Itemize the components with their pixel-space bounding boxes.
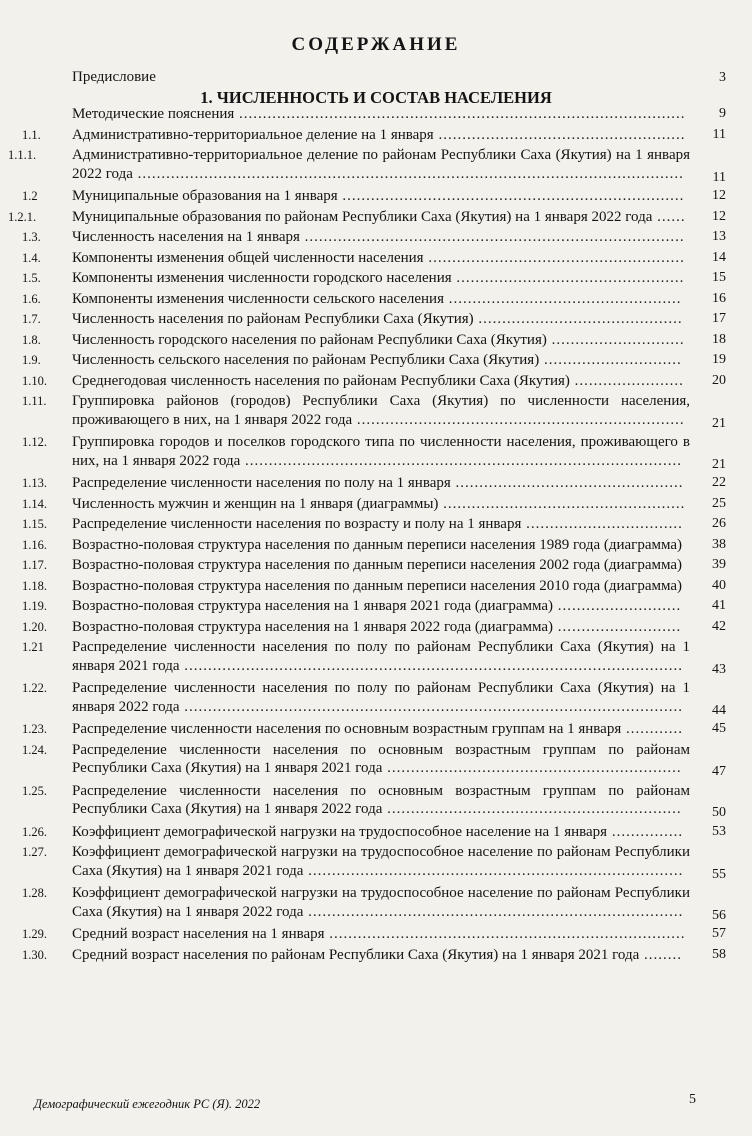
toc-entry-page: 21: [712, 456, 726, 472]
toc-leader-dots: ...............................................................................: [303, 903, 684, 920]
toc-leader-dots: ...........................................: [473, 311, 683, 327]
toc-entry-title: Среднегодовая численность населения по районам Республики Саха (Якутия): [72, 372, 570, 389]
toc-entry-page: 39: [712, 557, 726, 572]
toc-entry-number: 1.7.: [22, 312, 41, 326]
toc-entry-title: Муниципальные образования по районам Республики Саха (Якутия) на 1 января 2022 года: [72, 208, 653, 225]
toc-entry-title: Распределение численности населения по полу на 1 января: [72, 475, 451, 491]
footer-publication: Демографический ежегодник РС (Я). 2022: [34, 1097, 261, 1111]
toc-entry-number: 1.16.: [22, 537, 47, 552]
toc-entry-number: 1.27.: [22, 845, 47, 859]
toc-leader-dots: ..............................................................: [382, 760, 682, 776]
toc-entry-page: 57: [712, 926, 726, 941]
toc-entry-title: Распределение численности населения по основным возрастным группам по районам Республики Саха (Якутия) на 1 января 2021 года: [72, 741, 690, 776]
toc-entry-number: 1.9.: [22, 353, 41, 367]
toc-leader-dots: ......................................................: [423, 249, 685, 266]
toc-entry-title: Административно-территориальное деление на 1 января: [72, 126, 434, 143]
toc-leader-dots: ....................................................: [433, 126, 686, 143]
toc-entry-title: Коэффициент демографической нагрузки на трудоспособное население по районам Республики Саха (Якутия) на 1 января 2022 года: [72, 885, 690, 920]
toc-entry-number: 1.18.: [22, 578, 47, 593]
toc-entry-page: 20: [712, 372, 726, 388]
toc-entry-page: 9: [719, 106, 726, 121]
toc-preface: [72, 68, 726, 87]
toc-entry-title: Численность городского населения по районам Республики Саха (Якутия): [72, 331, 547, 348]
toc-entry: [0, 925, 752, 944]
toc-entry: [0, 679, 752, 716]
toc-entry-page: 38: [712, 536, 726, 552]
toc-entry-number: 1.24.: [22, 742, 47, 757]
toc-entry-title: Распределение численности населения по основным возрастным группам на 1 января: [72, 721, 622, 737]
toc-entry-number: 1.29.: [22, 927, 47, 941]
toc-leader-dots: ...............: [607, 823, 684, 840]
toc-leader-dots: .....................................................................: [352, 411, 685, 428]
toc-entry: [0, 843, 752, 880]
toc-entry-title: Численность мужчин и женщин на 1 января (диаграммы): [72, 495, 439, 512]
toc-entry-page: 41: [712, 598, 726, 613]
toc-entry-page: 43: [712, 661, 726, 677]
toc-entry-page: 50: [712, 805, 726, 820]
toc-entry: [0, 536, 752, 555]
toc-entry: [0, 290, 752, 309]
toc-entry: [0, 351, 752, 370]
toc-entry-title: Возрастно-половая структура населения по данным переписи населения 1989 года (диаграмма): [72, 536, 683, 553]
toc-leader-dots: ...................................................: [438, 495, 686, 512]
toc-leader-dots: .........................................................................................................: [179, 698, 684, 715]
toc-entry-page: 53: [712, 823, 726, 839]
toc-leader-dots: ................................................: [450, 475, 684, 491]
toc-entry: [0, 269, 752, 288]
toc-entry-title: Методические пояснения: [72, 106, 235, 122]
toc-leader-dots: ..........................: [553, 618, 682, 635]
toc-leader-dots: ................................................: [451, 270, 685, 286]
toc-entry-number: 1.10.: [22, 373, 47, 388]
toc-entry-page: 45: [712, 721, 726, 736]
toc-entry: [0, 782, 752, 819]
toc-entry-page: 11: [712, 126, 726, 142]
toc-entry: [0, 474, 752, 493]
toc-entry: [0, 105, 752, 124]
toc-leader-dots: .............................: [539, 352, 682, 368]
toc-entry-number: 1.2: [22, 189, 38, 203]
toc-entry-page: 12: [712, 208, 726, 224]
toc-entry: [0, 146, 752, 183]
toc-leader-dots: ............: [621, 721, 683, 737]
toc-entry-page: 55: [712, 866, 726, 882]
toc-entry: [0, 618, 752, 637]
toc-leader-dots: ...................................................................................................................: [132, 165, 684, 182]
toc-entry-number: 1.1.: [22, 127, 41, 142]
toc-entry-title: Компоненты изменения общей численности населения: [72, 249, 424, 266]
toc-entry-title: Численность населения на 1 января: [72, 229, 300, 245]
toc-entry: [0, 577, 752, 596]
toc-entry-number: 1.28.: [22, 886, 47, 900]
toc-list: [0, 105, 752, 966]
toc-entry-number: 1.6.: [22, 291, 41, 306]
toc-entry-page: 12: [712, 188, 726, 203]
toc-leader-dots: ..............................................................................................: [234, 106, 686, 122]
toc-entry: [0, 597, 752, 616]
toc-entry-page: 40: [712, 577, 726, 593]
toc-entry-title: Группировка городов и поселков городского типа по численности населения, проживающего в них, на 1 января 2022 года: [72, 434, 690, 469]
toc-entry: [0, 187, 752, 206]
toc-entry-number: 1.4.: [22, 250, 41, 265]
toc-entry-page: 17: [712, 311, 726, 326]
toc-entry-title: Численность сельского населения по районам Республики Саха (Якутия): [72, 352, 540, 368]
toc-leader-dots: ............................................................................................: [240, 452, 682, 469]
toc-entry-page: 18: [712, 331, 726, 347]
toc-entry: [0, 946, 752, 965]
toc-entry: [0, 392, 752, 429]
toc-leader-dots: ................................................................................: [299, 229, 685, 245]
toc-entry: [0, 884, 752, 921]
toc-entry-number: 1.22.: [22, 681, 47, 695]
toc-entry-title: Возрастно-половая структура населения на 1 января 2021 года (диаграмма): [72, 598, 554, 614]
toc-entry-title: Распределение численности населения по основным возрастным группам по районам Республики Саха (Якутия) на 1 января 2022 года: [72, 782, 690, 817]
toc-entry-number: 1.17.: [22, 558, 47, 572]
toc-entry-number: 1.20.: [22, 619, 47, 634]
toc-entry: [0, 823, 752, 842]
toc-leader-dots: .........................................................................................................: [179, 657, 684, 674]
toc-entry-title: Коэффициент демографической нагрузки на трудоспособное население на 1 января: [72, 823, 608, 840]
page-title: СОДЕРЖАНИЕ: [291, 34, 461, 55]
preface-page: 3: [719, 70, 726, 85]
toc-entry-number: 1.26.: [22, 824, 47, 839]
toc-leader-dots: ...............................................................................: [303, 862, 684, 879]
toc-entry-number: 1.3.: [22, 230, 41, 244]
toc-entry: [0, 720, 752, 739]
toc-entry: [0, 433, 752, 470]
toc-leader-dots: ......: [652, 208, 686, 225]
toc-entry-page: 19: [712, 352, 726, 367]
toc-entry: [0, 495, 752, 514]
toc-leader-dots: ........................................................................: [337, 188, 685, 204]
toc-entry-page: 21: [712, 415, 726, 431]
toc-entry-title: Распределение численности населения по полу по районам Республики Саха (Якутия) на 1 января 2021 года: [72, 639, 690, 674]
page-number: 5: [689, 1092, 696, 1107]
toc-entry-number: 1.12.: [22, 435, 47, 449]
toc-entry: [0, 208, 752, 227]
toc-leader-dots: ..........................: [553, 598, 682, 614]
toc-leader-dots: .................................................: [443, 290, 682, 307]
toc-leader-dots: ...........................................................................: [324, 926, 686, 942]
toc-entry-number: 1.1.1.: [8, 148, 37, 162]
toc-entry-number: 1.21: [22, 640, 44, 654]
toc-entry: [0, 741, 752, 778]
preface-label: Предисловие: [72, 69, 156, 85]
toc-entry-title: Возрастно-половая структура населения на 1 января 2022 года (диаграмма): [72, 618, 554, 635]
toc-entry-page: 56: [712, 907, 726, 923]
toc-entry: [0, 372, 752, 391]
toc-entry-page: 25: [712, 495, 726, 511]
toc-entry-title: Средний возраст населения по районам Республики Саха (Якутия) на 1 января 2021 года: [72, 946, 640, 963]
toc-entry-number: 1.25.: [22, 783, 47, 798]
toc-leader-dots: .................................: [521, 516, 683, 532]
toc-entry-title: Возрастно-половая структура населения по данным переписи населения 2010 года (диаграмма): [72, 577, 683, 594]
toc-entry: [0, 126, 752, 145]
toc-entry-number: 1.23.: [22, 722, 47, 736]
toc-entry-number: 1.30.: [22, 947, 47, 962]
toc-entry: [0, 638, 752, 675]
toc-entry-page: 16: [712, 290, 726, 306]
toc-leader-dots: ........: [639, 946, 682, 963]
toc-entry-number: 1.2.1.: [8, 209, 37, 224]
toc-entry-page: 14: [712, 249, 726, 265]
toc-entry: [0, 331, 752, 350]
toc-entry-number: 1.11.: [22, 394, 47, 408]
section-title: 1. ЧИСЛЕННОСТЬ И СОСТАВ НАСЕЛЕНИЯ: [200, 88, 552, 107]
toc-entry: [0, 556, 752, 575]
toc-entry-title: Компоненты изменения численности сельского населения: [72, 290, 444, 307]
toc-entry-number: 1.15.: [22, 517, 47, 531]
toc-entry-page: 13: [712, 229, 726, 244]
toc-entry: [0, 249, 752, 268]
toc-entry: [0, 228, 752, 247]
toc-entry-page: 11: [712, 169, 726, 185]
toc-entry-number: 1.8.: [22, 332, 41, 347]
toc-entry-title: Группировка районов (городов) Республики Саха (Якутия) по численности населения, проживающего в них, на 1 января 2022 года: [72, 393, 690, 428]
toc-entry-title: Распределение численности населения по возрасту и полу на 1 января: [72, 516, 522, 532]
toc-entry-number: 1.13.: [22, 476, 47, 490]
toc-leader-dots: ..............................................................: [382, 801, 682, 817]
toc-entry: [0, 310, 752, 329]
toc-entry-title: Распределение численности населения по полу по районам Республики Саха (Якутия) на 1 января 2022 года: [72, 680, 690, 715]
toc-entry-title: Средний возраст населения на 1 января: [72, 926, 325, 942]
toc-entry-page: 44: [712, 702, 726, 718]
toc-entry-title: Муниципальные образования на 1 января: [72, 188, 338, 204]
toc-entry-page: 26: [712, 516, 726, 531]
toc-entry-title: Административно-территориальное деление по районам Республики Саха (Якутия) на 1 января 2022 года: [72, 147, 690, 182]
toc-entry-page: 58: [712, 946, 726, 962]
toc-entry-title: Возрастно-половая структура населения по данным переписи населения 2002 года (диаграмма): [72, 557, 683, 573]
toc-entry-page: 15: [712, 270, 726, 285]
toc-entry-page: 22: [712, 475, 726, 490]
toc-entry-number: 1.14.: [22, 496, 47, 511]
toc-entry: [0, 515, 752, 534]
toc-entry-title: Численность населения по районам Республики Саха (Якутия): [72, 311, 474, 327]
toc-entry-number: 1.5.: [22, 271, 41, 285]
toc-entry-page: 47: [712, 764, 726, 779]
toc-entry-title: Коэффициент демографической нагрузки на трудоспособное население по районам Республики Саха (Якутия) на 1 января 2021 года: [72, 844, 690, 879]
toc-leader-dots: .......................: [569, 372, 684, 389]
toc-leader-dots: ............................: [546, 331, 685, 348]
toc-entry-number: 1.19.: [22, 599, 47, 613]
toc-entry-title: Компоненты изменения численности городского населения: [72, 270, 452, 286]
toc-entry-page: 42: [712, 618, 726, 634]
